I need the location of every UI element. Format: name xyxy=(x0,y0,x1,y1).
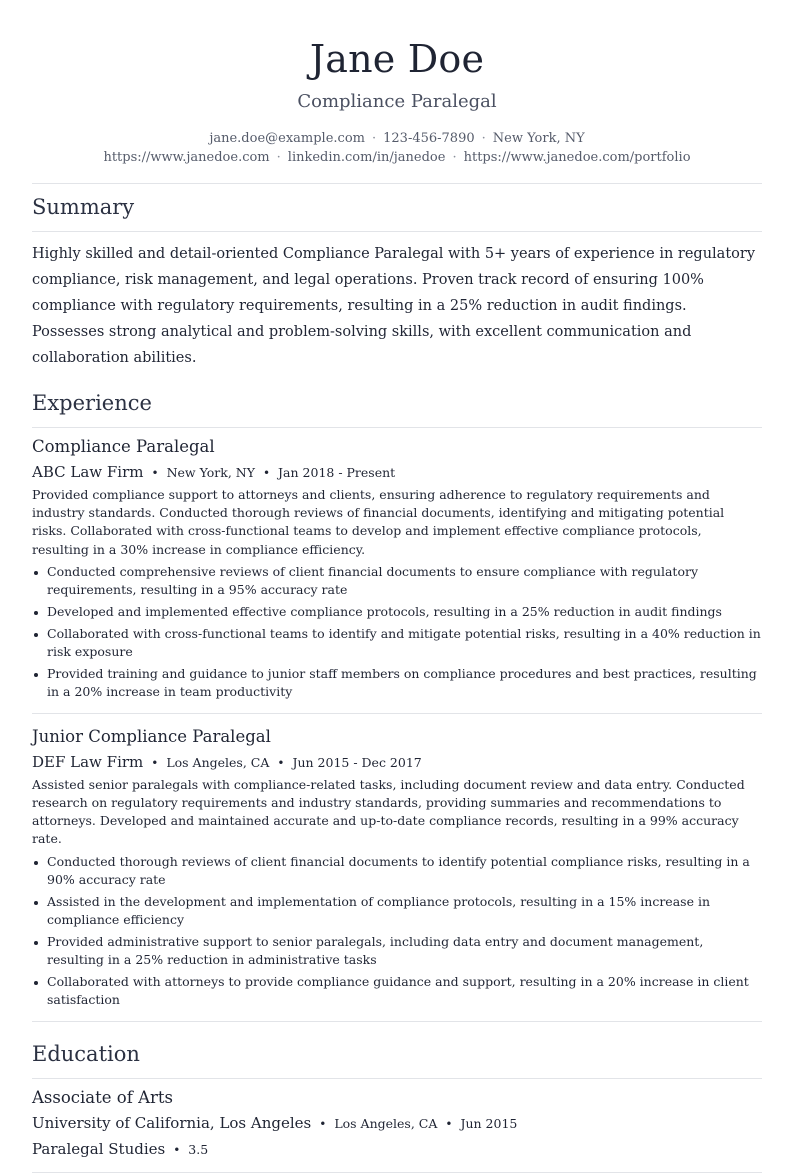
divider xyxy=(32,1021,762,1022)
job-description: Provided compliance support to attorneys and clients, ensuring adherence to regulatory requirements and industry standards. Conducted thorough reviews of financial documents, identifying and mitigating potential risks. Collaborated with cross-functional teams to develop and implement effective compliance protocols, resulting in a 30% increase in compliance efficiency. xyxy=(32,487,725,557)
job-dates: Jan 2018 - Present xyxy=(278,465,396,480)
achievement-item: Conducted comprehensive reviews of client financial documents to ensure compliance with regulatory requirements, resulting in a 95% accuracy rate xyxy=(32,563,762,599)
job-meta xyxy=(32,461,762,484)
achievement-item: Collaborated with cross-functional teams to identify and mitigate potential risks, resulting in a 40% reduction in risk exposure xyxy=(32,625,762,661)
linkedin-link[interactable]: linkedin.com/in/janedoe xyxy=(287,150,446,165)
achievement-item: Developed and implemented effective compliance protocols, resulting in a 25% reduction in audit findings xyxy=(32,603,762,621)
gpa-value: 3.5 xyxy=(188,1141,209,1157)
separator: · xyxy=(371,131,377,146)
field-of-study-line xyxy=(32,1138,762,1161)
email-link[interactable]: jane.doe@example.com xyxy=(209,131,365,146)
bullet-separator: • xyxy=(277,755,285,770)
summary-text: Highly skilled and detail-oriented Compliance Paralegal with 5+ years of experience in regulatory compliance, risk management, and legal operations. Proven track record of ensuring 100% compliance with regulatory requirements, resulting in a 25% reduction in audit findings. Possesses strong analytical and problem-solving skills, with excellent communication and collaboration abilities. xyxy=(32,246,756,366)
achievement-item: Conducted thorough reviews of client financial documents to identify potential compliance risks, resulting in a 90% accuracy rate xyxy=(32,853,762,889)
divider xyxy=(32,183,762,184)
field-of-study: Paralegal Studies xyxy=(32,1139,166,1158)
job-location: New York, NY xyxy=(166,465,255,480)
achievement-item: Provided administrative support to senior paralegals, including data entry and document management, resulting in a 25% reduction in administrative tasks xyxy=(32,933,762,969)
education-heading: Education xyxy=(32,1041,140,1066)
graduation-date: Jun 2015 xyxy=(460,1115,518,1131)
school-location: Los Angeles, CA xyxy=(334,1115,438,1131)
job-location: Los Angeles, CA xyxy=(166,754,270,770)
candidate-name: Jane Doe xyxy=(309,37,485,81)
contact-line-links xyxy=(32,148,762,167)
candidate-title: Compliance Paralegal xyxy=(297,91,497,112)
contact-line-primary xyxy=(32,129,762,148)
job-entry xyxy=(32,726,762,1009)
bullet-separator: • xyxy=(151,466,159,480)
separator: · xyxy=(276,150,281,165)
achievement-item: Provided training and guidance to junior staff members on compliance procedures and best practices, resulting in a 20% increase in team productivity xyxy=(32,665,762,701)
contact-location: New York, NY xyxy=(492,131,585,146)
achievement-list xyxy=(32,563,762,701)
job-meta xyxy=(32,751,762,774)
separator: · xyxy=(481,131,486,146)
company-name: ABC Law Firm xyxy=(32,463,144,481)
phone-number: 123-456-7890 xyxy=(383,131,475,146)
bullet-separator: • xyxy=(445,1116,453,1131)
school-name: University of California, Los Angeles xyxy=(32,1113,312,1132)
job-title: Junior Compliance Paralegal xyxy=(32,726,271,746)
achievement-list xyxy=(32,853,762,1009)
website-link[interactable]: https://www.janedoe.com xyxy=(103,150,270,165)
summary-heading: Summary xyxy=(32,195,135,219)
divider xyxy=(32,713,762,714)
company-name: DEF Law Firm xyxy=(32,752,144,771)
portfolio-link[interactable]: https://www.janedoe.com/portfolio xyxy=(463,150,691,165)
experience-heading: Experience xyxy=(32,391,152,415)
bullet-separator: • xyxy=(319,1116,327,1131)
bullet-separator: • xyxy=(151,755,159,770)
degree-name: Associate of Arts xyxy=(32,1087,173,1107)
resume-header xyxy=(32,0,762,167)
bullet-separator: • xyxy=(262,466,271,480)
job-description: Assisted senior paralegals with compliance-related tasks, including document review and data entry. Conducted research on regulatory requirements and industry standards, providing summaries and recommendations to attorneys. Developed and maintained accurate and up-to-date compliance records, resulting in a 99% accuracy rate. xyxy=(32,776,745,847)
achievement-item: Assisted in the development and implementation of compliance protocols, resulting in a 15% increase in compliance efficiency xyxy=(32,893,762,929)
divider xyxy=(32,1078,762,1079)
divider xyxy=(32,231,762,232)
separator: · xyxy=(452,150,457,165)
divider xyxy=(32,1172,762,1173)
education-meta xyxy=(32,1112,762,1135)
divider xyxy=(32,427,762,428)
job-entry xyxy=(32,436,762,701)
achievement-item: Collaborated with attorneys to provide compliance guidance and support, resulting in a 20% increase in client satisfaction xyxy=(32,973,762,1009)
job-dates: Jun 2015 - Dec 2017 xyxy=(292,754,422,770)
job-title: Compliance Paralegal xyxy=(32,437,215,456)
bullet-separator: • xyxy=(173,1142,181,1157)
